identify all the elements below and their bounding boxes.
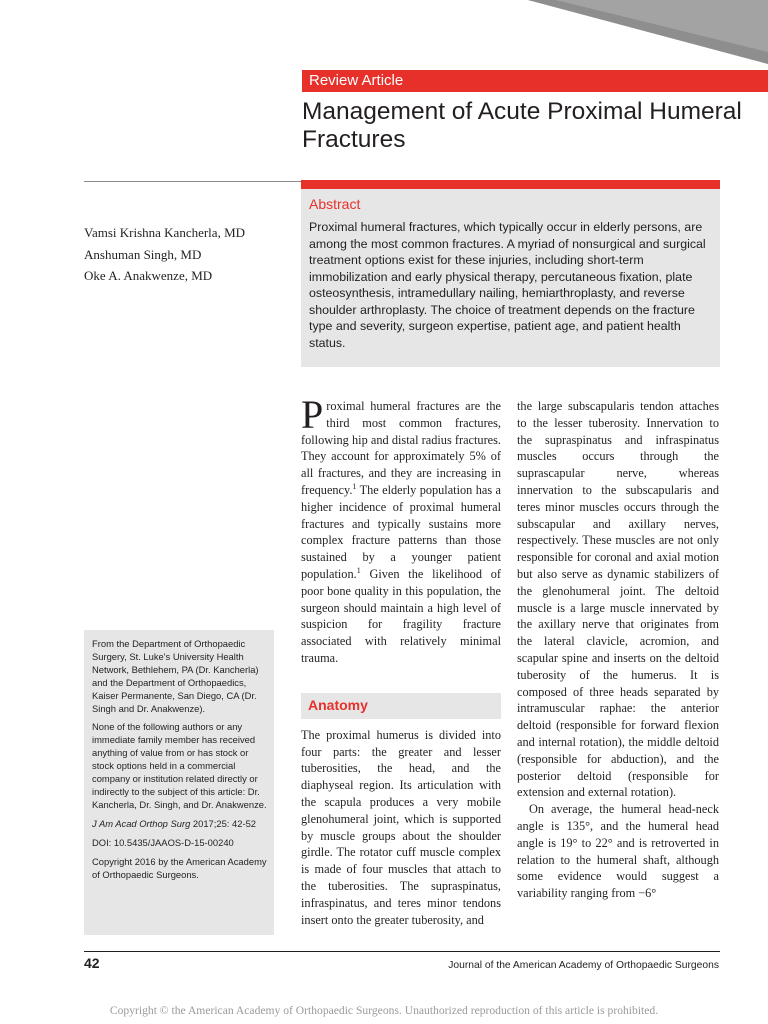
drop-cap: P [301, 392, 324, 437]
anatomy-paragraph: The proximal humerus is divided into four parts: the greater and lesser tuberosities, the head, and the diaphyseal region. Its articulation with the scapula produces a very mobile glenohumeral joint, which is supported by muscle groups about the shoulder girdle. The rotator cuff muscle complex is made of four muscles that attach to the tuberosities. The supraspinatus, infraspinatus, and teres minor tendons insert onto the greater tuberosity, and [301, 727, 501, 927]
journal-abbrev: J Am Acad Orthop Surg [92, 817, 191, 829]
author-list [84, 222, 245, 287]
anatomy-paragraph-continued: the large subscapularis tendon attaches to the lesser tuberosity. Innervation to the supraspinatus and infraspinatus muscles occurs through the suprascapular nerve, whereas innervation to the subscapularis and teres minor muscles occurs through the subscapular and axillary nerves, respectively. These muscles are not only responsible for coronal and axial motion but also serve as dynamic stabilizers of the glenohumeral joint. The deltoid muscle is a large muscle innervated by the axillary nerve that originates from the lateral clavicle, acromion, and scapular spine and inserts on the deltoid tuberosity of the humerus. It is composed of three heads separated by intramuscular raphae: the anterior deltoid (responsible for forward flexion and internal rotation), the middle deltoid (responsible for abduction), and the posterior deltoid (responsible for extension and external rotation). [517, 399, 719, 800]
citation-volume: 2017;25: 42-52 [190, 817, 256, 829]
body-column-left [301, 392, 501, 928]
abstract-text: Proximal humeral fractures, which typically occur in elderly persons, are among the most common fractures. A myriad of nonsurgical and surgical treatment options exist for these injuries, including short-term immobilization and early physical therapy, percutaneous fixation, plate osteosynthesis, intramedullary nailing, hemiarthroplasty, and reverse shoulder arthroplasty. The choice of treatment depends on the fracture type and severity, surgeon expertise, patient age, and patient health status. [309, 220, 706, 350]
divider-rule [84, 181, 302, 182]
article-type-label: Review Article [309, 72, 404, 89]
anatomy-paragraph-2: On average, the humeral head-neck angle is 135°, and the humeral head angle is 19° to 22° and is retroverted in relation to the humeral shaft, although some evidence would suggest a variability ranging from −6° [517, 802, 719, 901]
article-title: Management of Acute Proximal Humeral Fractures [302, 98, 742, 153]
page-number: 42 [84, 955, 100, 971]
section-heading-bar [301, 693, 501, 719]
body-column-right [517, 398, 719, 902]
intro-paragraph: Proximal humeral fractures are the third most common fractures, following hip and distal radius fractures. They account for approximately 5% of all fractures, and they are increasing in frequency.$^1$ The elderly population has a higher incidence of proximal humeral fractures and typically sustains more complex fracture patterns than those sustained by a younger patient population.$^1$ Given the likelihood of poor bone quality in this population, the surgeon should maintain a high level of suspicion for fragility fracture associated with relatively minimal trauma. [301, 392, 501, 665]
disclosure-note: None of the following authors or any immediate family member has received anything of value from or has stock or stock options held in a commercial company or institution related directly or indirectly to the subject of this article: Dr. Kancherla, Dr. Singh, and Dr. Anakwenze. [92, 721, 267, 810]
reference-mark: 1 [356, 565, 361, 575]
abstract-box [301, 189, 720, 367]
copyright-notice: Copyright © the American Academy of Orthopaedic Surgeons. Unauthorized reproduction of this article is prohibited. [109, 1004, 659, 1017]
author-name: Anshuman Singh, MD [84, 246, 202, 262]
section-heading: Anatomy [308, 696, 368, 713]
journal-citation [92, 818, 268, 831]
author-name: Vamsi Krishna Kancherla, MD [84, 225, 246, 240]
reference-mark: 1 [352, 481, 357, 491]
copyright-note: Copyright 2016 by the American Academy of Orthopaedic Surgeons. [92, 855, 267, 880]
doi-text: DOI: 10.5435/JAAOS-D-15-00240 [92, 836, 234, 848]
article-type-bar [302, 70, 768, 92]
journal-name: Journal of the American Academy of Orthopaedic Surgeons [448, 960, 719, 971]
author-name: Oke A. Anakwenze, MD [84, 268, 213, 283]
article-info-sidebar [84, 630, 274, 935]
footer-rule [84, 951, 720, 952]
abstract-heading: Abstract [309, 196, 361, 212]
corner-decoration [528, 0, 768, 64]
affiliation-note: From the Department of Orthopaedic Surgery, St. Luke's University Health Network, Bethlehem, PA (Dr. Kancherla) and the Department of Orthopaedics, Kaiser Permanente, San Diego, CA (Dr. Singh and Dr. Anakwenze). [92, 638, 259, 714]
abstract-accent-bar [301, 180, 720, 189]
